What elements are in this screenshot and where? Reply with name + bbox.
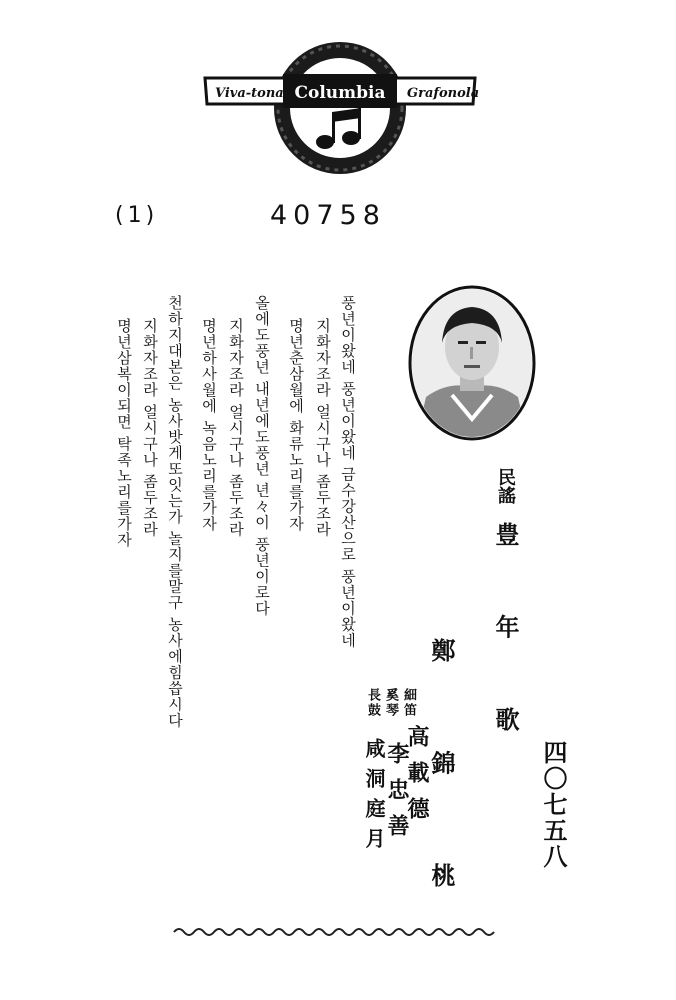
logo-left-text: Viva-tonal <box>215 86 289 101</box>
lyric-line: 지화자조라 얼시구나 좀두조라 <box>314 318 332 538</box>
lyric-line: 명년하사월에 녹음노리를가자 <box>200 318 218 532</box>
lyric-line: 명년춘삼월에 화류노리를가자 <box>287 318 305 532</box>
columbia-logo <box>195 38 485 178</box>
logo-center-text: Columbia <box>294 83 386 103</box>
singer-portrait <box>408 285 536 441</box>
record-number: 40758 <box>270 200 386 231</box>
record-side: (1) <box>115 203 159 228</box>
instrument-label-bottom: 琴 <box>383 703 398 716</box>
lyric-line: 올에도풍년 내년에도풍년 년々이 풍년이로다 <box>253 295 271 617</box>
lyric-line: 풍년이왔네 풍년이왔네 금수강산으로 풍년이왔네 <box>339 295 357 649</box>
catalog-number-hanja: 四〇七五八 <box>539 740 568 870</box>
singer-name: 鄭 錦 桃 <box>427 638 456 927</box>
logo-right-text: Grafonola <box>407 86 480 101</box>
wavy-rule <box>172 922 502 942</box>
genre-label: 民謠 <box>495 468 516 504</box>
player-name: 咸洞庭月 <box>362 738 386 858</box>
lyric-line: 명년삼복이되면 탁족노리를가자 <box>115 318 133 548</box>
player-name: 李忠善 <box>384 742 410 850</box>
instrument-label-bottom: 鼓 <box>365 703 380 716</box>
lyric-line: 지화자조라 얼시구나 좀두조라 <box>141 318 159 538</box>
lyric-line: 지화자조라 얼시구나 좀두조라 <box>227 318 245 538</box>
song-title: 豊 年 歌 <box>491 522 520 761</box>
instrument-label-bottom: 笛 <box>401 703 416 716</box>
instrument-label-top: 奚 <box>383 688 398 701</box>
instrument-label-top: 細 <box>401 688 416 701</box>
lyric-line: 천하지대본은 농사밧게또잇는가 놀지를말구 농사에힘씁시다 <box>166 295 184 729</box>
player-name: 高載德 <box>404 725 430 833</box>
instrument-label-top: 長 <box>365 688 380 701</box>
